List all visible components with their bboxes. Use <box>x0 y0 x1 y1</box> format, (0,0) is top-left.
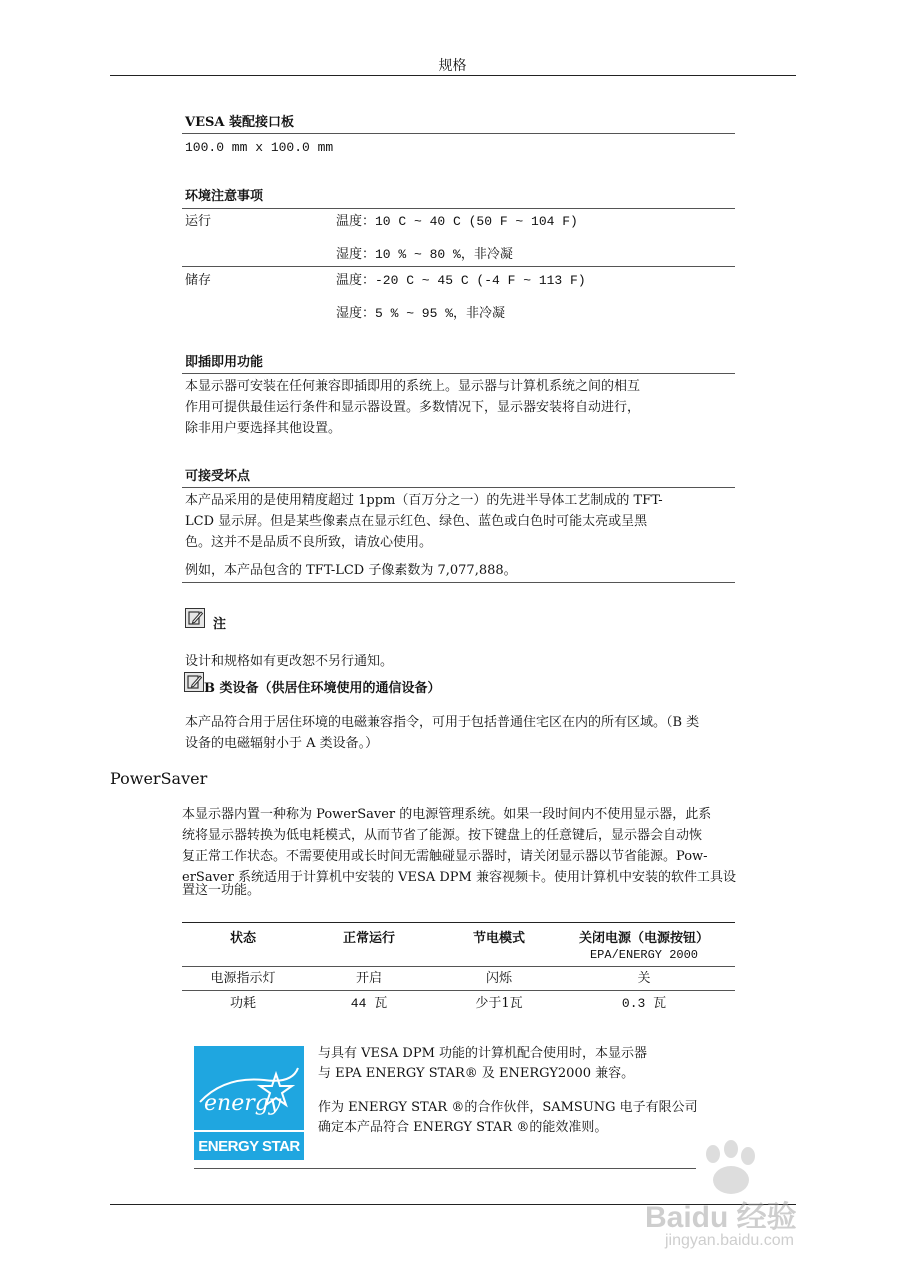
plug-and-play-line: 除非用户要选择其他设置。 <box>185 421 342 436</box>
energy-star-text: 与具有 VESA DPM 功能的计算机配合使用时，本显示器 <box>318 1046 648 1061</box>
energy-star-text: 与 EPA ENERGY STAR® 及 ENERGY2000 兼容。 <box>318 1066 635 1081</box>
table-cell: 电源指示灯 <box>210 971 276 986</box>
note-label: 注 <box>213 617 227 632</box>
environment-row-temp: 温度：-20 C ~ 45 C (-4 F ~ 113 F) <box>336 273 586 288</box>
energy-star-text: 确定本产品符合 ENERGY STAR ®的能效准则。 <box>318 1120 608 1135</box>
baidu-watermark <box>625 1140 855 1270</box>
environment-row-label: 储存 <box>185 273 212 288</box>
environment-row-label: 运行 <box>185 214 212 229</box>
dead-pixels-heading: 可接受坏点 <box>185 469 251 484</box>
table-row-rule <box>182 990 735 991</box>
powersaver-title: PowerSaver <box>110 769 208 788</box>
energy-script: energy <box>204 1091 282 1116</box>
powersaver-line: 统将显示器转换为低电耗模式，从而节省了能源。按下键盘上的任意键后，显示器会自动恢 <box>182 828 703 843</box>
dead-pixels-example: 例如，本产品包含的 TFT-LCD 子像素数为 7,077,888。 <box>185 563 517 578</box>
plug-and-play-heading: 即插即用功能 <box>185 355 264 370</box>
powersaver-line: erSaver 系统适用于计算机中安装的 VESA DPM 兼容视频卡。使用计算机中安装的软件工具设 <box>182 870 736 885</box>
environment-row-divider <box>182 266 735 267</box>
table-cell: 功耗 <box>229 996 256 1011</box>
dead-pixels-bottom-rule <box>182 582 735 583</box>
class-b-heading: B 类设备（供居住环境使用的通信设备） <box>204 681 441 696</box>
powersaver-line: 本显示器内置一种称为 PowerSaver 的电源管理系统。如果一段时间内不使用显示器，此系 <box>182 807 712 822</box>
plug-and-play-line: 本显示器可安装在任何兼容即插即用的系统上。显示器与计算机系统之间的相互 <box>185 379 641 394</box>
note-text: 设计和规格如有更改恕不另行通知。 <box>185 654 394 669</box>
plug-and-play-rule <box>182 373 735 374</box>
environment-rule <box>182 208 735 209</box>
plug-and-play-line: 作用可提供最佳运行条件和显示器设置。多数情况下，显示器安装将自动进行， <box>185 400 641 415</box>
dead-pixels-line: LCD 显示屏。但是某些像素点在显示红色、绿色、蓝色或白色时可能太亮或呈黑 <box>185 514 648 529</box>
watermark-brand: Baidu 经验 <box>645 1201 797 1234</box>
table-cell: 闪烁 <box>485 971 512 986</box>
energy-star-rule <box>194 1168 696 1169</box>
table-header-rule <box>182 966 735 967</box>
powersaver-line: 复正常工作状态。不需要使用或长时间无需触碰显示器时，请关闭显示器以节省能源。Pow- <box>182 849 708 864</box>
table-cell: 44 瓦 <box>350 996 388 1011</box>
table-header-cell: 正常运行 <box>342 931 395 946</box>
table-header-cell: 关闭电源（电源按钮） <box>578 931 709 946</box>
page-header-title: 规格 <box>438 58 467 74</box>
table-header-cell: 状态 <box>229 931 256 946</box>
table-top-rule <box>182 922 735 923</box>
vesa-rule <box>182 133 735 134</box>
environment-heading: 环境注意事项 <box>185 189 264 204</box>
table-cell: 少于1瓦 <box>475 996 523 1011</box>
class-b-icon <box>184 672 204 692</box>
header-rule <box>110 75 796 76</box>
environment-row-temp: 温度：10 C ~ 40 C (50 F ~ 104 F) <box>336 214 578 229</box>
table-header-cell: 节电模式 <box>472 931 525 946</box>
table-cell: 开启 <box>355 971 382 986</box>
dead-pixels-line: 本产品采用的是使用精度超过 1ppm（百万分之一）的先进半导体工艺制成的 TFT- <box>185 493 663 508</box>
powersaver-line: 置这一功能。 <box>182 883 261 898</box>
energy-star-text: 作为 ENERGY STAR ®的合作伙伴，SAMSUNG 电子有限公司 <box>318 1100 698 1115</box>
class-b-line: 设备的电磁辐射小于 A 类设备。） <box>185 736 379 751</box>
note-icon <box>185 608 205 628</box>
table-header-cell: EPA/ENERGY 2000 <box>589 948 699 962</box>
energy-star-logo <box>194 1046 304 1160</box>
environment-row-humidity: 湿度：10 % ~ 80 %，非冷凝 <box>336 247 513 262</box>
table-cell: 关 <box>637 971 651 986</box>
vesa-heading: VESA 装配接口板 <box>185 115 294 130</box>
energy-star-graphic <box>194 1046 304 1130</box>
vesa-value: 100.0 mm x 100.0 mm <box>185 140 334 155</box>
environment-row-humidity: 湿度：5 % ~ 95 %，非冷凝 <box>336 306 506 321</box>
energy-star-label: ENERGY STAR <box>194 1130 304 1160</box>
dead-pixels-rule <box>182 487 735 488</box>
paw-icon <box>695 1140 765 1198</box>
watermark-url: jingyan.baidu.com <box>665 1232 794 1249</box>
class-b-line: 本产品符合用于居住环境的电磁兼容指令，可用于包括普通住宅区在内的所有区域。（B 类 <box>185 715 700 730</box>
dead-pixels-line: 色。这并不是品质不良所致，请放心使用。 <box>185 535 433 550</box>
table-cell: 0.3 瓦 <box>621 996 667 1011</box>
